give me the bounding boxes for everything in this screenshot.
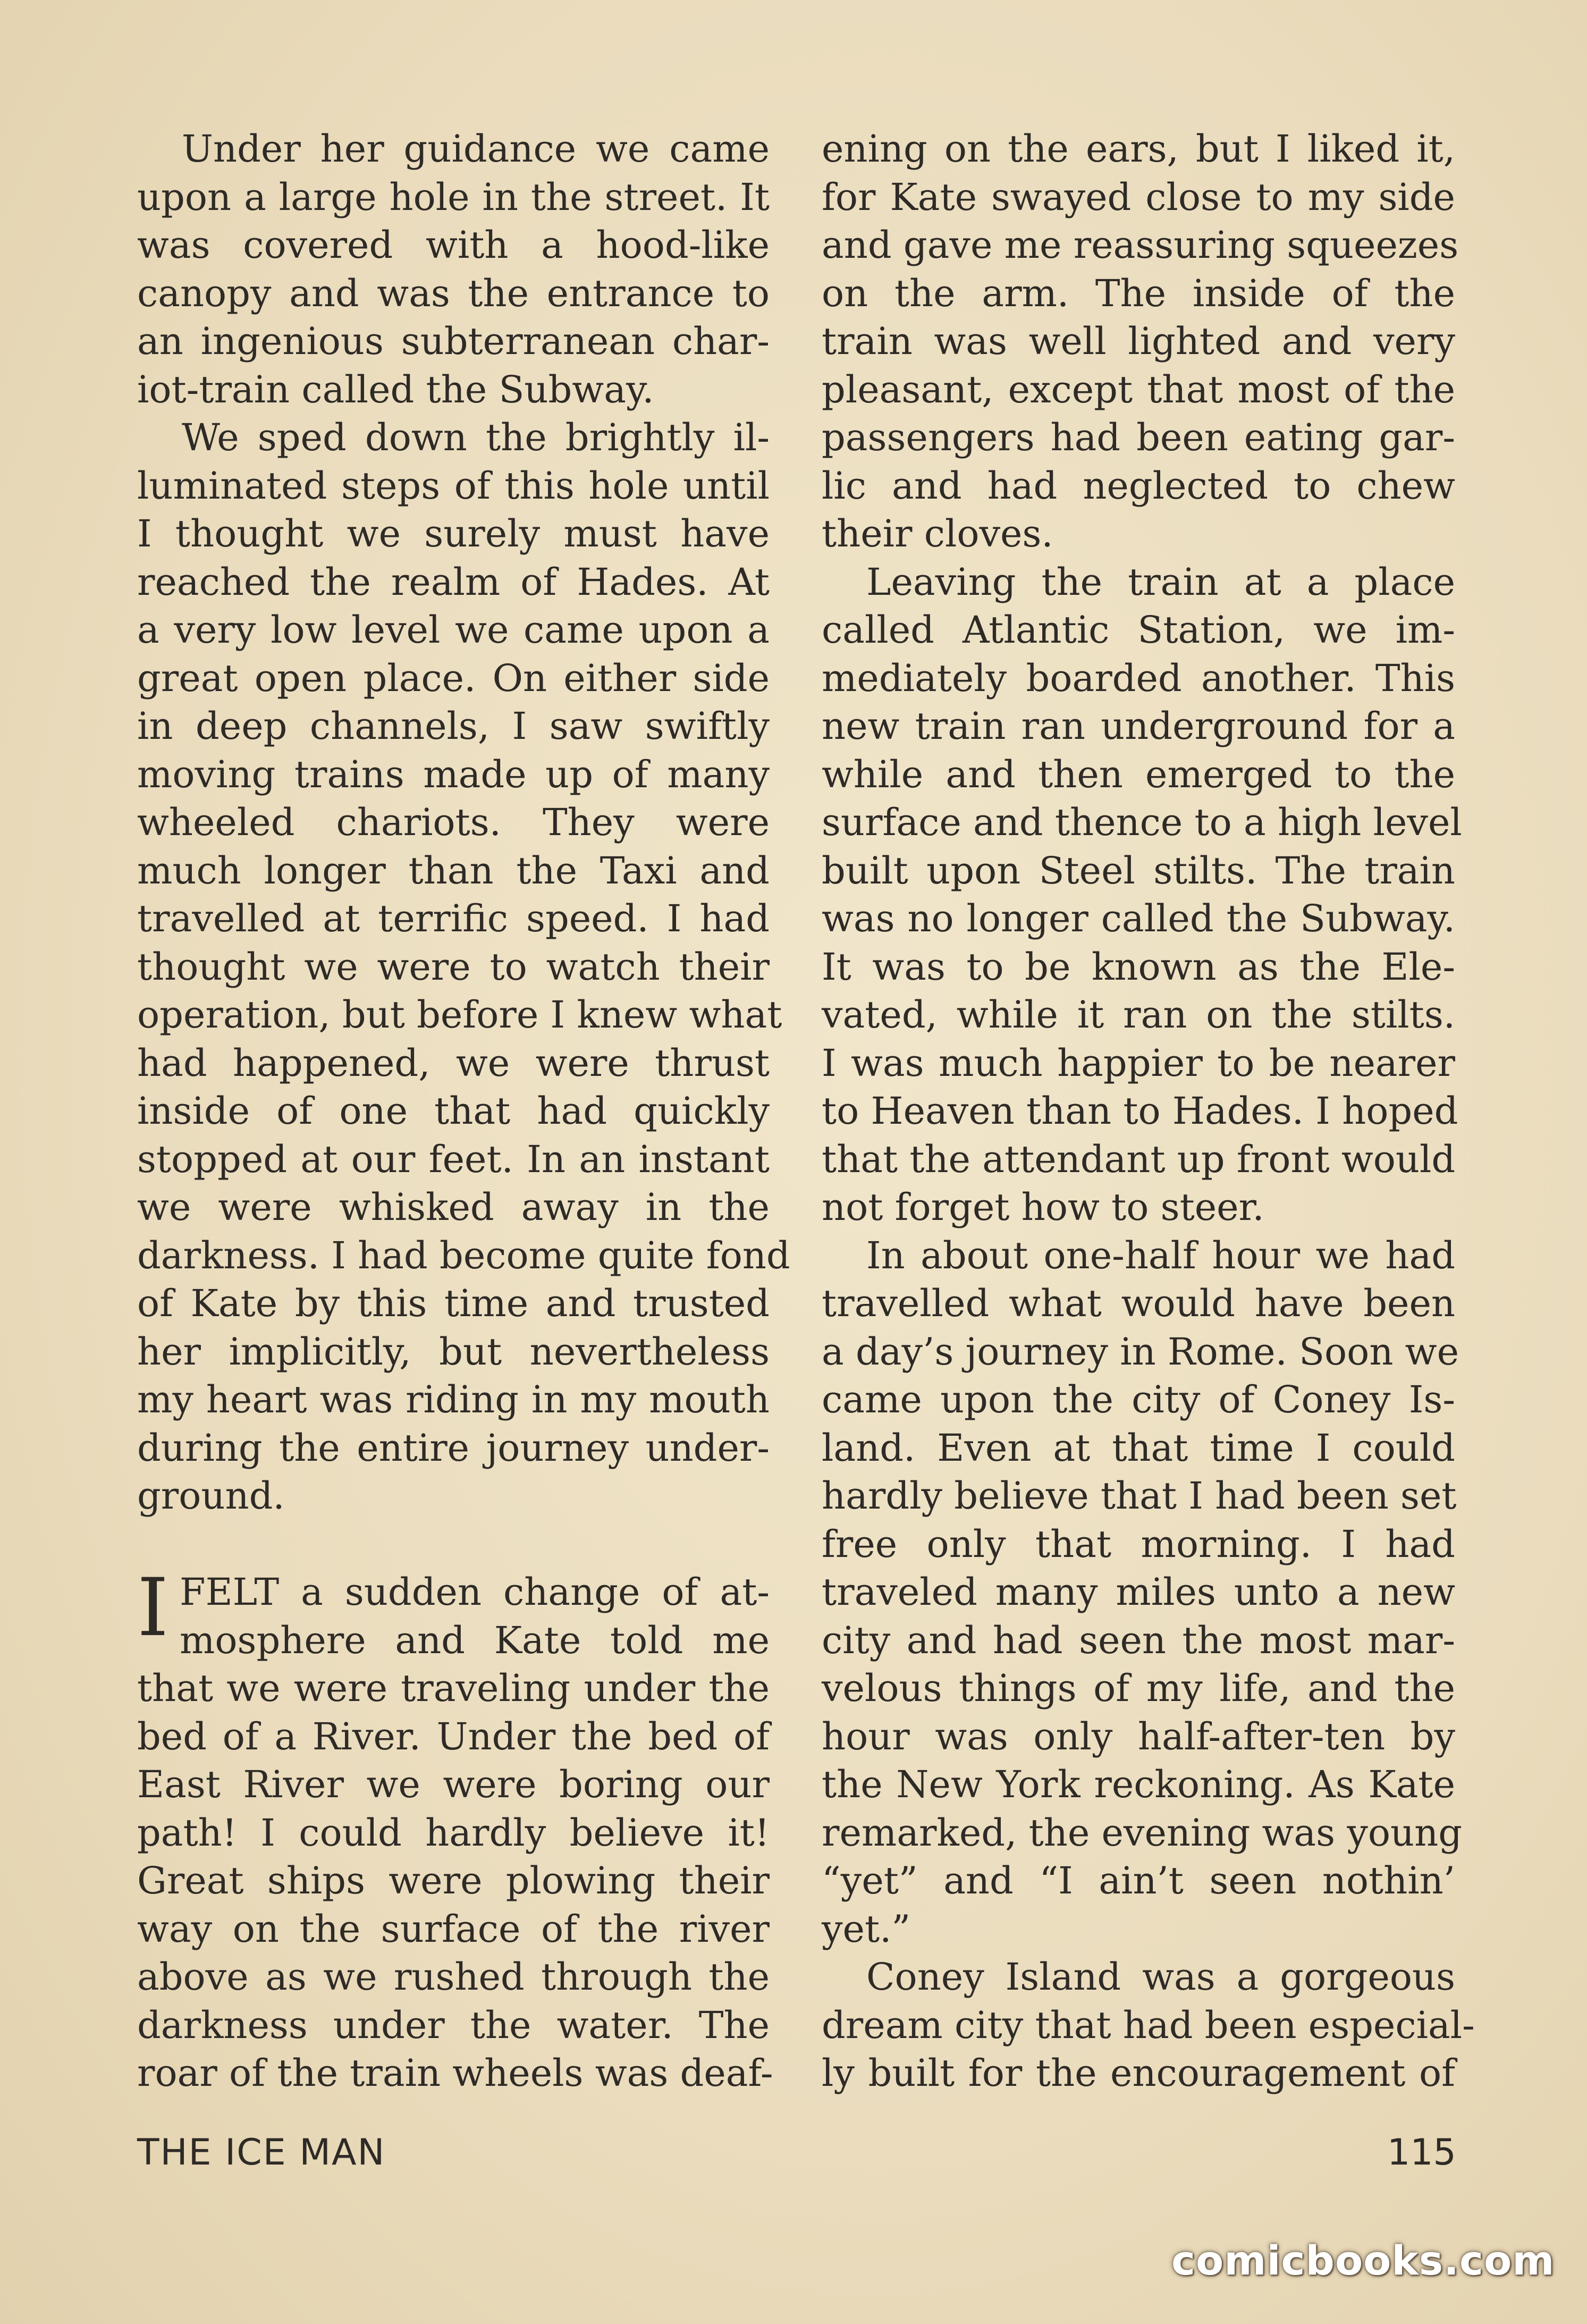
text-line: luminated steps of this hole until xyxy=(137,464,770,508)
text-line: velous things of my life, and the xyxy=(822,1666,1455,1710)
text-line: stopped at our feet. In an instant xyxy=(137,1137,770,1181)
text-line: much longer than the Taxi and xyxy=(137,848,770,892)
text-line: that we were traveling under the xyxy=(137,1666,770,1710)
left-column xyxy=(137,125,790,2098)
text-line: ening on the ears, but I liked it, xyxy=(822,127,1455,171)
text-line: moving trains made up of many xyxy=(137,752,770,796)
text-line: travelled what would have been xyxy=(822,1282,1455,1325)
text-line: yet.” xyxy=(822,1907,911,1951)
text-line: an ingenious subterranean char- xyxy=(137,319,770,363)
text-line: built upon Steel stilts. The train xyxy=(822,848,1455,892)
text-line: great open place. On either side xyxy=(137,656,770,700)
text-line: traveled many miles unto a new xyxy=(822,1570,1455,1614)
text-line: passengers had been eating gar- xyxy=(822,416,1455,459)
text-line: way on the surface of the river xyxy=(137,1907,770,1951)
text-line: pleasant, except that most of the xyxy=(822,367,1455,411)
text-line: remarked, the evening was young xyxy=(822,1811,1463,1855)
text-line: It was to be known as the Ele- xyxy=(822,945,1455,989)
text-line: surface and thence to a high level xyxy=(822,801,1462,844)
text-line: of Kate by this time and trusted xyxy=(137,1282,770,1325)
text-line: hardly believe that I had been set xyxy=(822,1474,1457,1518)
text-line: during the entire journey under- xyxy=(137,1426,770,1470)
text-line: darkness. I had become quite fond xyxy=(137,1233,790,1277)
text-line: called Atlantic Station, we im- xyxy=(822,608,1455,652)
text-line: mediately boarded another. This xyxy=(822,656,1455,700)
text-line: was covered with a hood-like xyxy=(137,223,770,267)
text-line: canopy and was the entrance to xyxy=(137,271,770,315)
text-line: I was much happier to be nearer xyxy=(822,1041,1455,1085)
text-line: mosphere and Kate told me xyxy=(180,1618,770,1662)
text-line: train was well lighted and very xyxy=(822,319,1455,363)
right-column xyxy=(822,125,1475,2098)
text-line: Under her guidance we came xyxy=(182,127,770,171)
text-line: bed of a River. Under the bed of xyxy=(137,1714,770,1758)
drop-cap: I xyxy=(137,1562,169,1654)
text-line: iot-train called the Subway. xyxy=(137,367,654,411)
text-line: their cloves. xyxy=(822,512,1053,555)
text-line: ly built for the encouragement of xyxy=(822,2051,1455,2095)
text-line: ground. xyxy=(137,1474,285,1518)
text-line: we were whisked away in the xyxy=(137,1185,770,1229)
text-line: the New York reckoning. As Kate xyxy=(822,1763,1455,1806)
text-line: free only that morning. I had xyxy=(822,1522,1455,1566)
text-line: on the arm. The inside of the xyxy=(822,271,1455,315)
text-line: East River we were boring our xyxy=(137,1763,770,1806)
text-line: roar of the train wheels was deaf- xyxy=(137,2051,773,2095)
text-line: her implicitly, but nevertheless xyxy=(137,1329,770,1374)
text-line: while and then emerged to the xyxy=(822,752,1455,796)
text-line: not forget how to steer. xyxy=(822,1185,1264,1229)
text-line: a day’s journey in Rome. Soon we xyxy=(822,1329,1459,1374)
page-number: 115 xyxy=(1387,2132,1456,2174)
text-line: came upon the city of Coney Is- xyxy=(822,1378,1455,1421)
text-line: had happened, we were thrust xyxy=(137,1041,770,1085)
text-line: In about one-half hour we had xyxy=(866,1233,1455,1277)
text-line: “yet” and “I ain’t seen nothin’ xyxy=(822,1859,1455,1902)
text-line: Coney Island was a gorgeous xyxy=(866,1955,1455,1999)
text-line: thought we were to watch their xyxy=(137,945,770,989)
text-line: was no longer called the Subway. xyxy=(822,897,1455,940)
text-line: that the attendant up front would xyxy=(822,1137,1456,1181)
text-line: Leaving the train at a place xyxy=(866,560,1455,604)
text-line: dream city that had been especial- xyxy=(822,2003,1475,2047)
text-line: a very low level we came upon a xyxy=(137,608,770,652)
text-line: operation, but before I knew what xyxy=(137,993,782,1037)
text-line: city and had seen the most mar- xyxy=(822,1618,1455,1662)
text-line: path! I could hardly believe it! xyxy=(137,1811,770,1855)
text-line: land. Even at that time I could xyxy=(822,1426,1455,1470)
section-break xyxy=(137,1520,770,1569)
text-line: and gave me reassuring squeezes xyxy=(822,223,1459,267)
watermark: comicbooks.com xyxy=(1171,2237,1555,2284)
text-line: Great ships were plowing their xyxy=(137,1859,770,1902)
text-line: for Kate swayed close to my side xyxy=(822,175,1455,219)
text-line: vated, while it ran on the stilts. xyxy=(822,993,1455,1037)
text-line: I thought we surely must have xyxy=(137,512,770,555)
running-footer-title: THE ICE MAN xyxy=(137,2132,386,2174)
text-line: inside of one that had quickly xyxy=(137,1089,770,1133)
text-line: to Heaven than to Hades. I hoped xyxy=(822,1089,1458,1133)
text-line: FELT a sudden change of at- xyxy=(180,1570,770,1614)
text-line: above as we rushed through the xyxy=(137,1955,770,1999)
dropcap-paragraph xyxy=(137,1562,770,1664)
text-line: upon a large hole in the street. It xyxy=(137,175,770,219)
text-line: reached the realm of Hades. At xyxy=(137,560,770,604)
text-line: new train ran underground for a xyxy=(822,704,1455,748)
text-line: travelled at terrific speed. I had xyxy=(137,897,770,940)
text-line: lic and had neglected to chew xyxy=(822,464,1455,508)
text-line: wheeled chariots. They were xyxy=(137,801,770,844)
text-line: in deep channels, I saw swiftly xyxy=(137,704,770,748)
text-line: We sped down the brightly il- xyxy=(182,416,770,459)
text-line: hour was only half-after-ten by xyxy=(822,1714,1455,1758)
text-line: darkness under the water. The xyxy=(137,2003,770,2047)
text-line: my heart was riding in my mouth xyxy=(137,1378,770,1421)
